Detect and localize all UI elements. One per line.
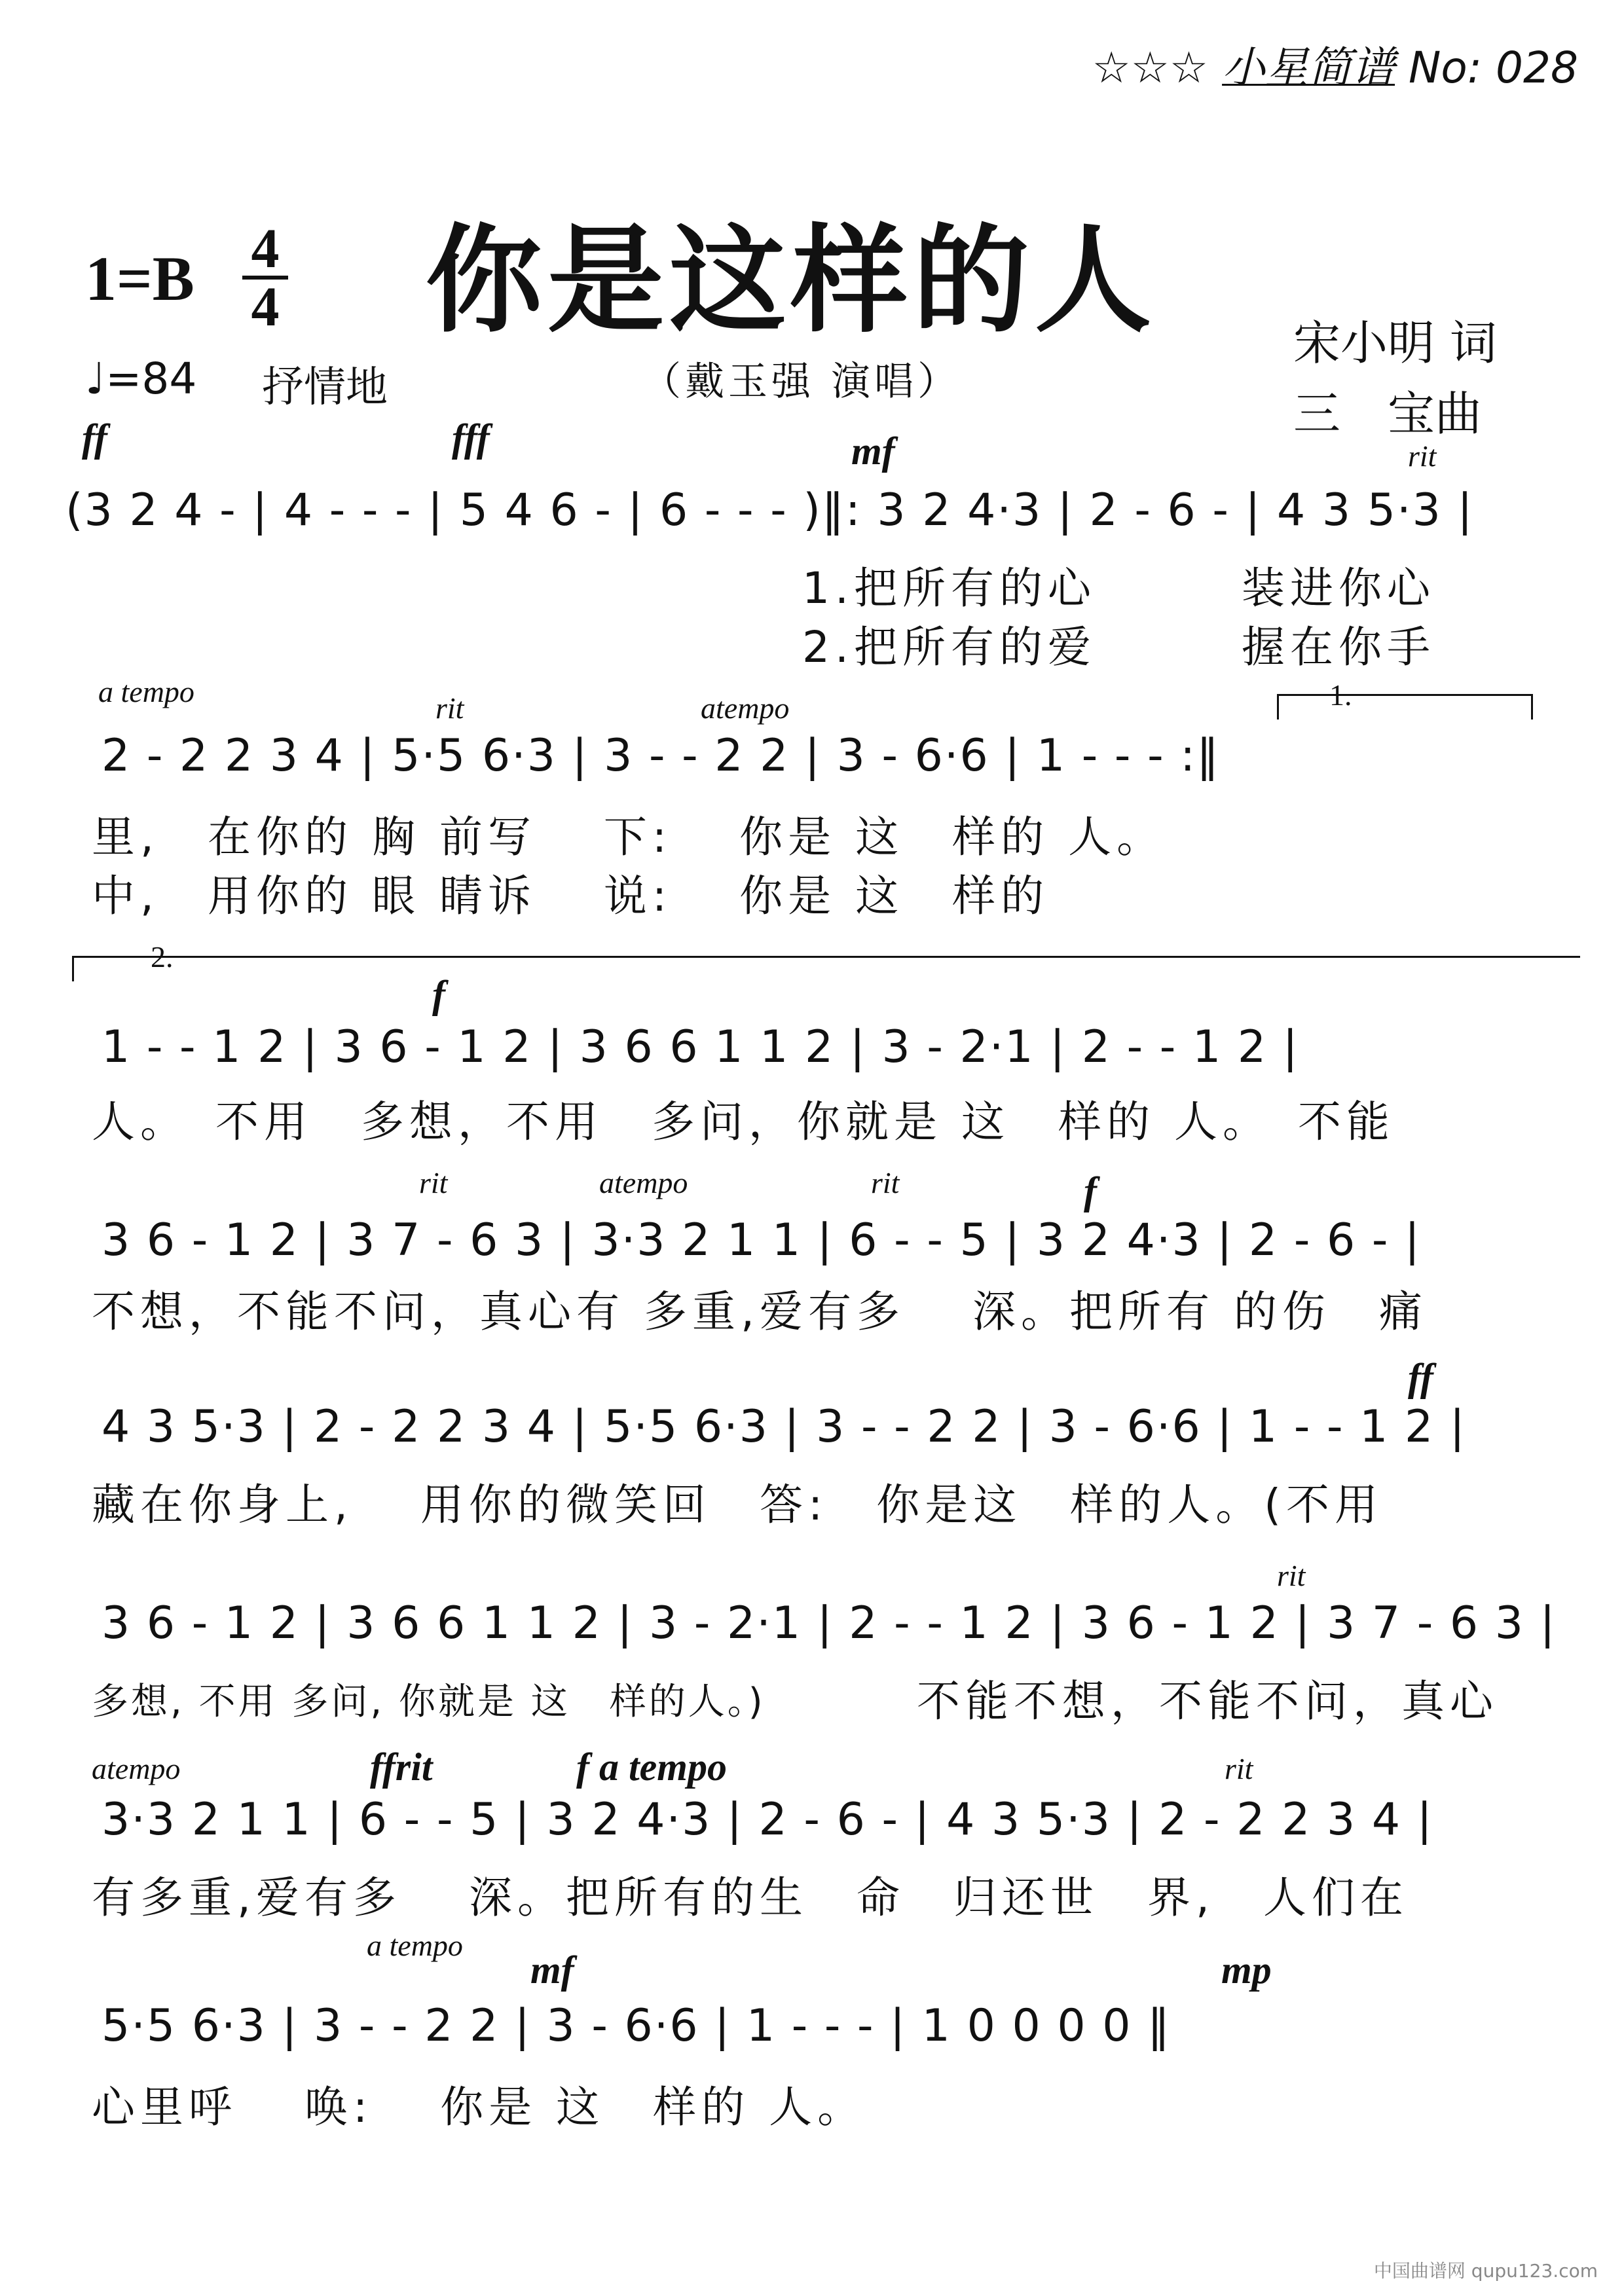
singer: （戴玉强 演唱）: [642, 359, 961, 405]
time-top: 4: [251, 217, 280, 280]
score-number: No: 028: [1409, 43, 1578, 93]
notation-line: 5·5 6·3 | 3 - - 2 2 | 3 - 6·6 | 1 - - - | 1 0 0 0 0 ‖: [101, 2000, 1172, 2052]
notation-line: 3 6 - 1 2 | 3 7 - 6 3 | 3·3 2 1 1 | 6 - - 5 | 3 2 4·3 | 2 - 6 - |: [101, 1214, 1421, 1266]
volta-bracket: [1277, 694, 1533, 720]
tempo-mark: rit: [435, 691, 464, 725]
dynamic-mark: ffrit: [370, 1745, 433, 1789]
tempo-mark: rit: [1277, 1559, 1306, 1592]
lyric-line: 藏在你身上, 用你的微笑回 答: 你是这 样的人。(不用: [92, 1480, 1383, 1530]
site-header: [1092, 33, 1578, 95]
tempo-mark: rit: [871, 1166, 900, 1199]
lyric-line: 1.把所有的心 装进你心: [802, 563, 1435, 613]
credits: [1293, 308, 1497, 449]
tempo-mark: a tempo: [98, 675, 194, 708]
lyric-line: 中, 用你的 眼 睛诉 说: 你是 这 样的: [92, 871, 1050, 921]
lyric-line: 多想, 不用 多问, 你就是 这 样的人。): [92, 1681, 766, 1723]
lyric-line: 心里呼 唤: 你是 这 样的 人。: [92, 2082, 866, 2132]
dynamic-mark: f: [1084, 1169, 1097, 1212]
lyric-line: 不想，不能不问，真心有 多重,爱有多 深。把所有 的伤 痛: [92, 1286, 1428, 1337]
lyric-line: 不能不想，不能不问，真心: [917, 1676, 1498, 1726]
volta-label: 1.: [1329, 678, 1352, 712]
dynamic-mark: f: [432, 973, 445, 1016]
dynamic-mark: ff: [1408, 1356, 1433, 1399]
time-bottom: 4: [251, 275, 280, 338]
tempo-marking: ♩=84: [85, 354, 197, 404]
tempo-mark: a tempo: [367, 1929, 463, 1962]
lyric-line: 2.把所有的爱 握在你手: [802, 622, 1435, 672]
tempo-mark: atempo: [599, 1166, 688, 1199]
dynamic-mark: fff: [452, 416, 490, 460]
key-signature: 1=B: [85, 244, 194, 314]
tempo-mark: rit: [1225, 1752, 1253, 1785]
lyric-line: 有多重,爱有多 深。把所有的生 命 归还世 界, 人们在: [92, 1872, 1409, 1923]
notation-line: (3 2 4 - | 4 - - - | 5 4 6 - | 6 - - - )‖: 3 2 4·3 | 2 - 6 - | 4 3 5·3 |: [65, 484, 1474, 536]
dynamic-mark: ff: [82, 416, 107, 460]
dynamic-mark: f a tempo: [576, 1745, 727, 1789]
lyricist: 宋小明 词: [1293, 316, 1497, 371]
tempo-mark: atempo: [701, 691, 790, 725]
time-signature: [242, 217, 288, 338]
expression-marking: 抒情地: [262, 363, 388, 412]
volta-label: 2.: [151, 940, 174, 974]
notation-line: 1 - - 1 2 | 3 6 - 1 2 | 3 6 6 1 1 2 | 3 - 2·1 | 2 - - 1 2 |: [101, 1021, 1299, 1073]
dynamic-mark: mf: [851, 429, 895, 473]
site-name: 小星简谱: [1222, 43, 1395, 93]
notation-line: 4 3 5·3 | 2 - 2 2 3 4 | 5·5 6·3 | 3 - - 2 2 | 3 - 6·6 | 1 - - 1 2 |: [101, 1401, 1466, 1453]
notation-line: 2 - 2 2 3 4 | 5·5 6·3 | 3 - - 2 2 | 3 - 6·6 | 1 - - - :‖: [101, 730, 1221, 782]
lyric-line: 里, 在你的 胸 前写 下: 你是 这 样的 人。: [92, 812, 1166, 862]
dynamic-mark: mf: [530, 1948, 574, 1992]
song-title: 你是这样的人: [426, 211, 1156, 348]
tempo-mark: atempo: [92, 1752, 181, 1785]
star-icons: ☆☆☆: [1092, 43, 1209, 93]
dynamic-mark: mp: [1221, 1948, 1272, 1992]
tempo-mark: rit: [1408, 439, 1437, 473]
lyric-line: 人。 不用 多想，不用 多问，你就是 这 样的 人。 不能: [92, 1097, 1395, 1147]
volta-bracket: [72, 956, 1580, 981]
notation-line: 3·3 2 1 1 | 6 - - 5 | 3 2 4·3 | 2 - 6 - | 4 3 5·3 | 2 - 2 2 3 4 |: [101, 1794, 1433, 1846]
tempo-mark: rit: [419, 1166, 448, 1199]
notation-line: 3 6 - 1 2 | 3 6 6 1 1 2 | 3 - 2·1 | 2 - - 1 2 | 3 6 - 1 2 | 3 7 - 6 3 |: [101, 1597, 1557, 1649]
composer: 三 宝曲: [1293, 386, 1483, 441]
watermark-text: 中国曲谱网 qupu123.com: [1373, 2260, 1598, 2282]
